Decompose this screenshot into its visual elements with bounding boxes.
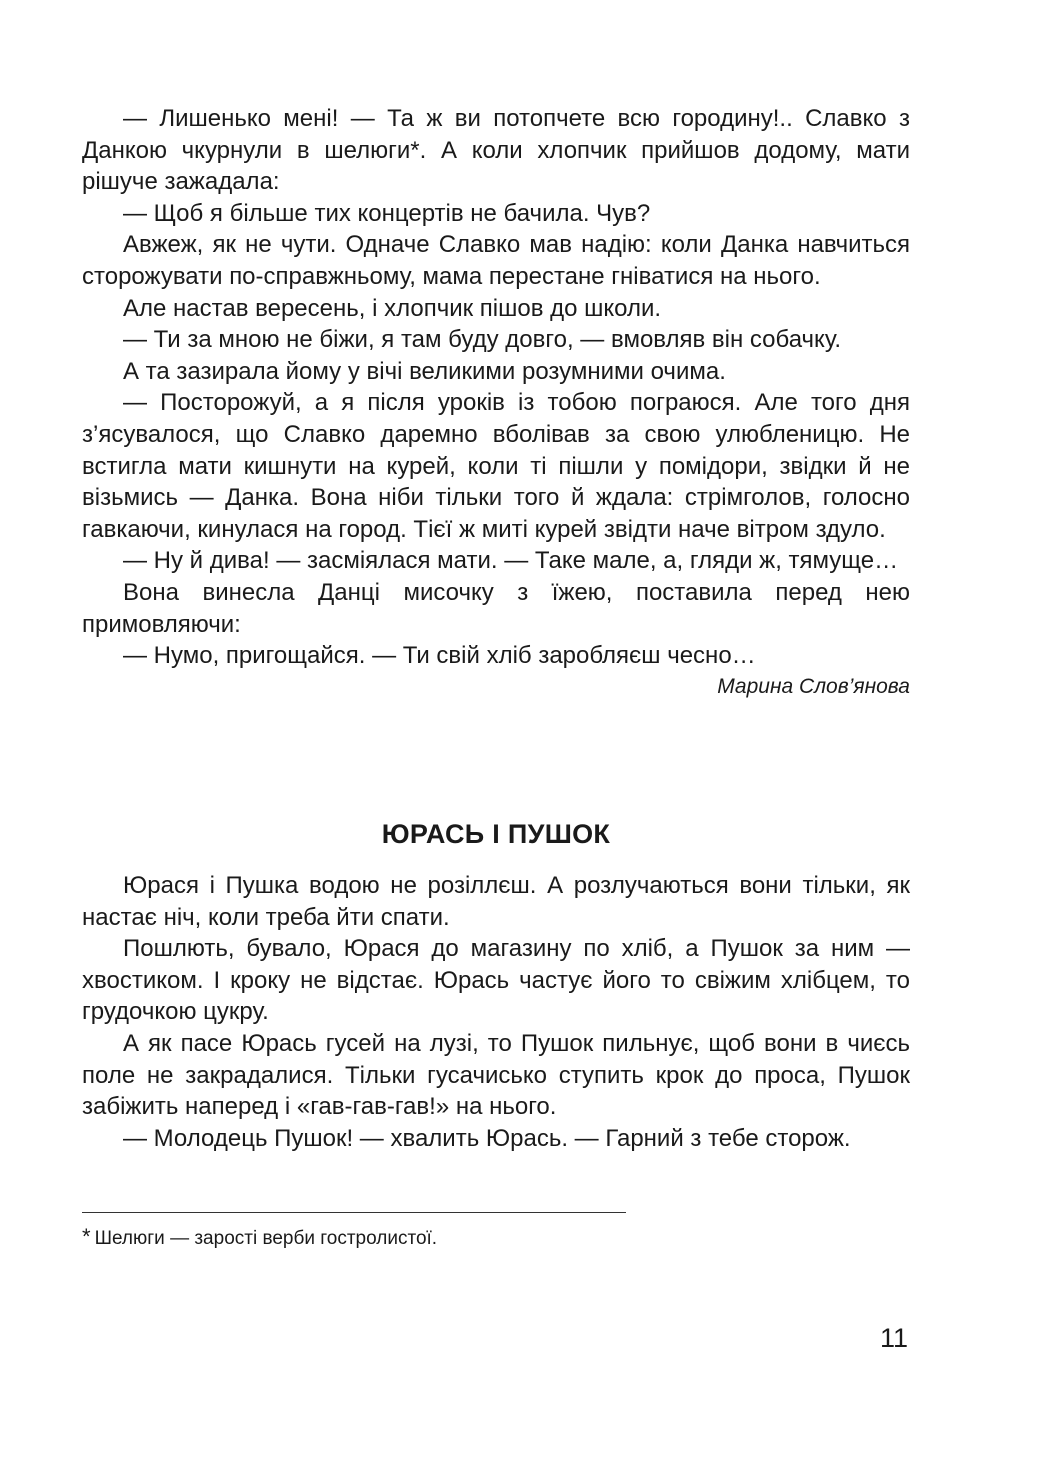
- paragraph: Вона винесла Данці мисочку з їжею, поставила перед нею примовляючи:: [82, 578, 910, 638]
- paragraph: А та зазирала йому у вічі великими розумними очима.: [123, 357, 726, 385]
- paragraph: Юрася і Пушка водою не розіллєш. А розлучаються вони тільки, як настає ніч, коли треба йти спати.: [82, 872, 910, 931]
- paragraph: — Нумо, пригощайся. — Ти свій хліб заробляєш чесно…: [123, 642, 756, 670]
- footnote-text: Шелюги — зарості верби гостролистої.: [94, 1228, 438, 1249]
- paragraph: — Ти за мною не біжи, я там буду довго, — вмовляв він собачку.: [123, 326, 842, 354]
- footnote: [82, 1225, 437, 1251]
- paragraph: Авжеж, як не чути. Одначе Славко мав надію: коли Данка навчиться сторожувати по-справжньому, мама перестане гніватися на нього.: [82, 231, 910, 290]
- page-content: [82, 103, 910, 1152]
- paragraph: — Посторожуй, а я після уроків із тобою пограюся. Але того дня з’ясувалося, що Славко даремно вболівав за свою улюбленицю. Не встигла мати кишнути на курей, коли ті пішли у помідори, звідки й не візьмись — Данка. Вона ніби тільки того й ждала: стрімголов, голосно гавкаючи, кинулася на город. Тієї ж миті курей звідти наче вітром здуло.: [82, 389, 910, 543]
- paragraph: Пошлють, бувало, Юрася до магазину по хліб, а Пушок за ним — хвостиком. І кроку не відстає. Юрась частує його то свіжим хлібцем, то грудочкою цукру.: [82, 935, 910, 1026]
- story-yuras-i-pushok-text: [82, 870, 910, 1154]
- paragraph: — Щоб я більше тих концертів не бачила. Чув?: [123, 199, 651, 227]
- footnote-divider: [82, 1212, 626, 1213]
- page-number: 11: [879, 1323, 908, 1353]
- paragraph: — Молодець Пушок! — хвалить Юрась. — Гарний з тебе сторож.: [123, 1124, 851, 1152]
- author-signature: Марина Слов’янова: [717, 674, 910, 698]
- paragraph: А як пасе Юрась гусей на лузі, то Пушок пильнує, щоб вони в чиєсь поле не закрадалися. Тільки гусачисько ступить крок до проса, Пушок забіжить наперед і «гав-гав-гав!» на нього.: [82, 1029, 910, 1121]
- story-title: ЮРАСЬ І ПУШОК: [381, 819, 611, 849]
- story-shelyuhy-text: [82, 103, 910, 702]
- paragraph: — Лишенько мені! — Та ж ви потопчете всю городину!.. Славко з Данкою чкурнули в шелюги*. А коли хлопчик прийшов додому, мати рішуче зажадала:: [82, 105, 910, 196]
- footnote-marker: *: [82, 1224, 91, 1249]
- paragraph: — Ну й дива! — засміялася мати. — Таке мале, а, гляди ж, тямуще…: [123, 547, 899, 575]
- paragraph: Але настав вересень, і хлопчик пішов до школи.: [123, 294, 662, 322]
